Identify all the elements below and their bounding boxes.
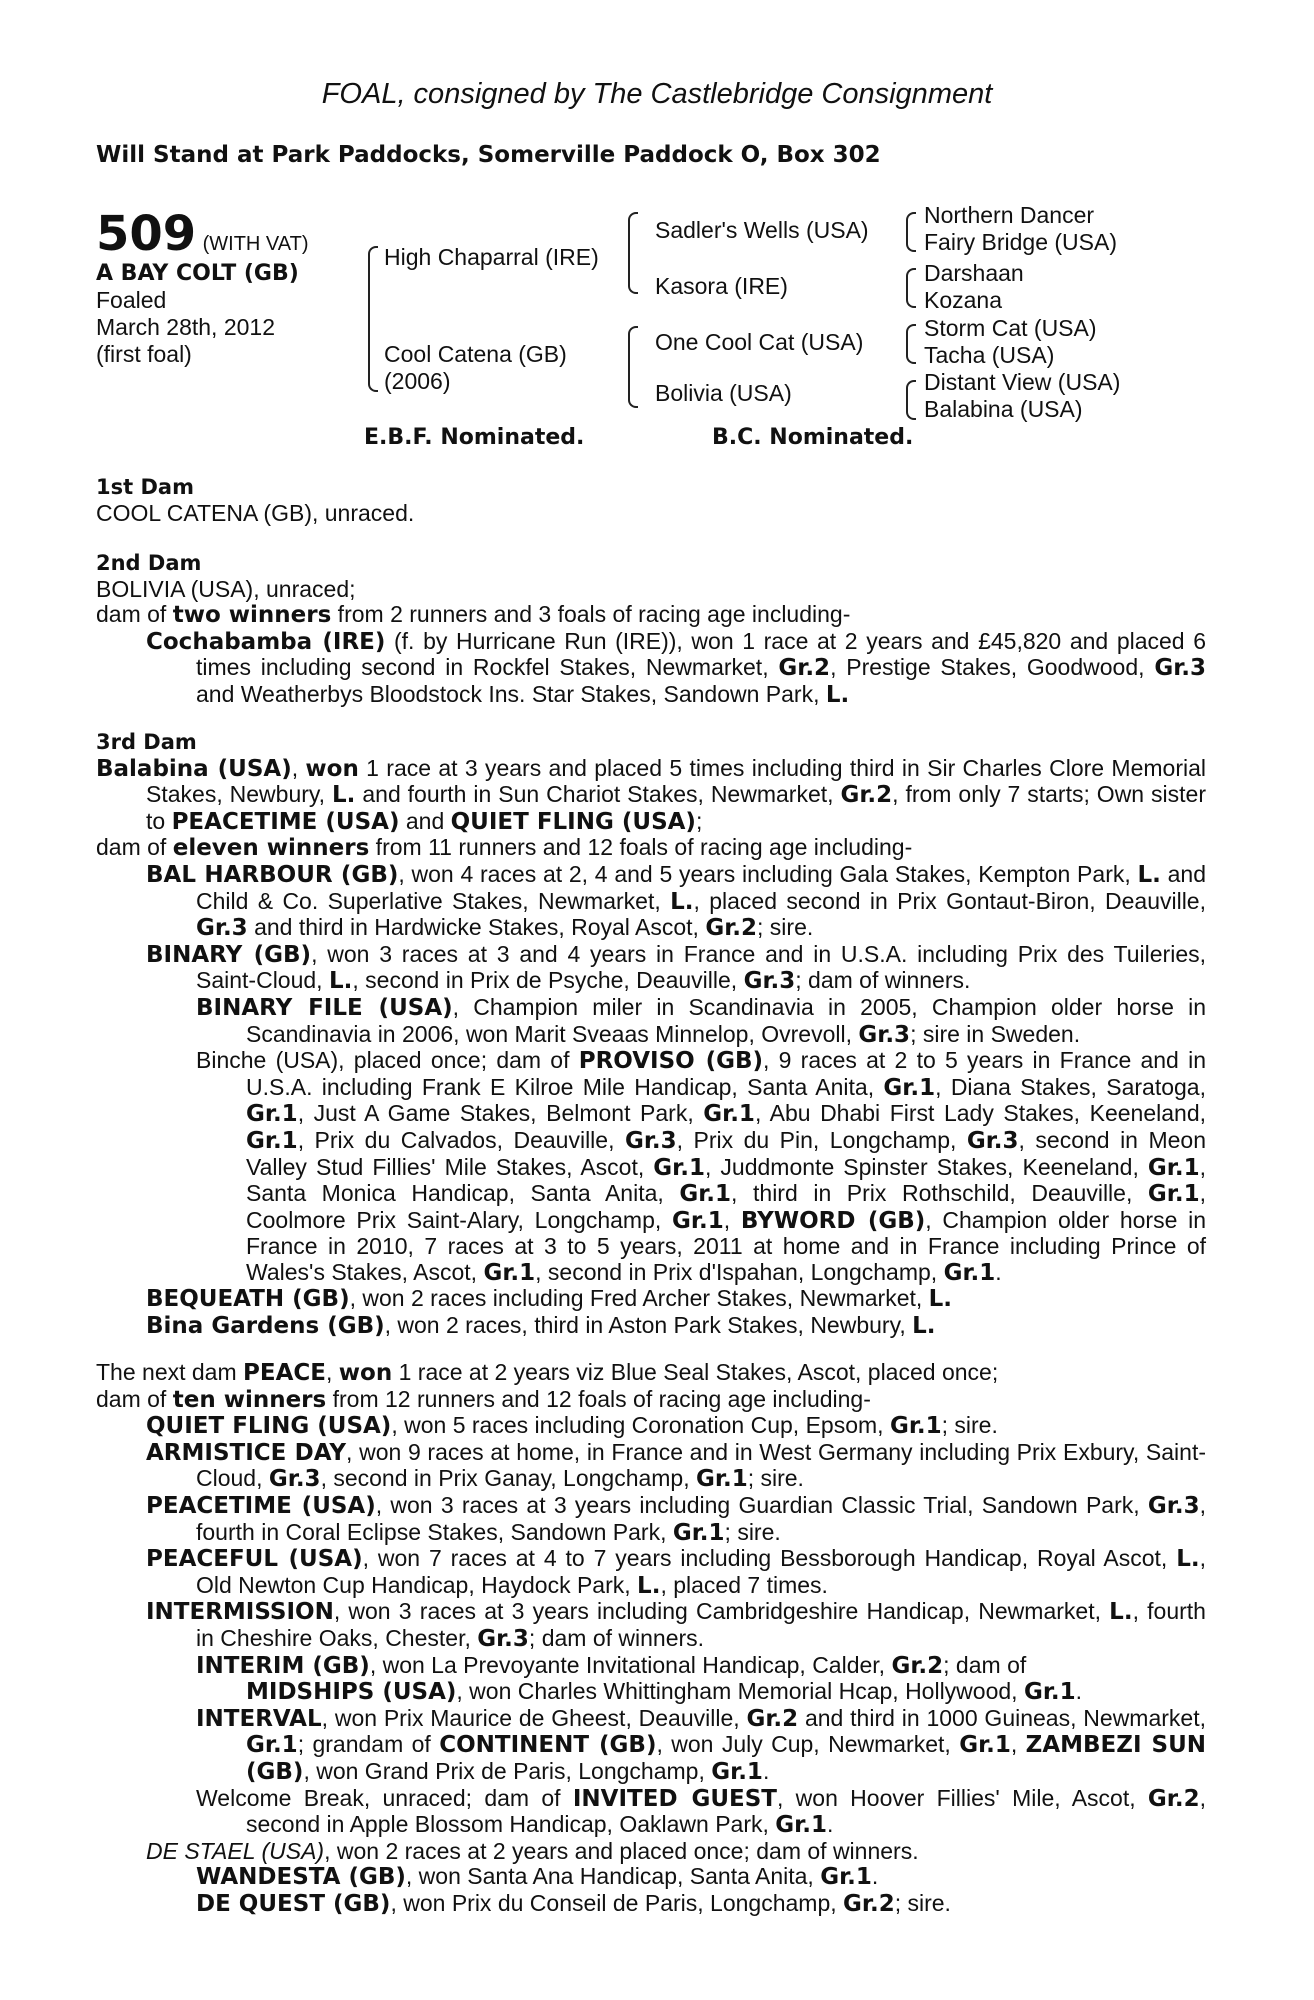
progeny-entry: Bina Gardens (GB), won 2 races, third in Aston Park Stakes, Newbury, L. [146, 1312, 936, 1340]
great-grandparent-5: Storm Cat (USA) [924, 315, 1097, 341]
next-dam-line: The next dam PEACE, won 1 race at 2 years viz Blue Seal Stakes, Ascot, placed once; [96, 1359, 999, 1386]
first-dam-heading: 1st Dam [96, 475, 194, 499]
great-grandparent-6: Tacha (USA) [924, 342, 1055, 368]
lot-info [96, 208, 356, 368]
page-title: FOAL, consigned by The Castlebridge Consignment [321, 78, 993, 110]
sire: High Chaparral (IRE) [384, 244, 599, 270]
second-dam-line: BOLIVIA (USA), unraced; [96, 575, 356, 602]
progeny-entry: Welcome Break, unraced; dam of INVITED GUEST, won Hoover Fillies' Mile, Ascot, Gr.2, second in Apple Blossom Handicap, Oaklawn Park, Gr.1. [196, 1784, 1206, 1839]
progeny-entry: BEQUEATH (GB), won 2 races including Fred Archer Stakes, Newmarket, L. [146, 1285, 953, 1313]
next-dam-section [96, 1360, 1206, 1917]
stand-location: Will Stand at Park Paddocks, Somerville Paddock O, Box 302 [96, 142, 881, 168]
progeny-entry: INTERIM (GB), won La Prevoyante Invitational Handicap, Calder, Gr.2; dam of [196, 1651, 1027, 1679]
pedigree-brace [906, 380, 916, 420]
progeny-entry: PEACEFUL (USA), won 7 races at 4 to 7 years including Bessborough Handicap, Royal Ascot, L., Old Newton Cup Handicap, Haydock Park, L., placed 7 times. [146, 1545, 1206, 1599]
third-dam-line: Balabina (USA), won 1 race at 3 years and placed 5 times including third in Sir Charles Clore Memorial Stakes, Newbury, L. and fourth in Sun Chariot Stakes, Newmarket, Gr.2, from only 7 starts; Own sister to PEACETIME (USA) and QUIET FLING (USA); [96, 754, 1206, 835]
second-dam-produce: dam of two winners from 2 runners and 3 foals of racing age including- [96, 601, 851, 629]
granddam-2: Bolivia (USA) [655, 380, 792, 406]
dam-name: Cool Catena (GB) [384, 341, 567, 367]
progeny-entry: MIDSHIPS (USA), won Charles Whittingham Memorial Hcap, Hollywood, Gr.1. [246, 1678, 1083, 1706]
progeny-entry: Binche (USA), placed once; dam of PROVISO (GB), 9 races at 2 to 5 years in France and in U.S.A. including Frank E Kilroe Mile Handicap, Santa Anita, Gr.1, Diana Stakes, Saratoga, Gr.1, Just A Game Stakes, Belmont Park, Gr.1, Abu Dhabi First Lady Stakes, Keeneland, Gr.1, Prix du Calvados, Deauville, Gr.3, Prix du Pin, Longchamp, Gr.3, second in Meon Valley Stud Fillies' Mile Stakes, Ascot, Gr.1, Juddmonte Spinster Stakes, Keeneland, Gr.1, Santa Monica Handicap, Santa Anita, Gr.1, third in Prix Rothschild, Deauville, Gr.1, Coolmore Prix Saint-Alary, Longchamp, Gr.1, BYWORD (GB), Champion older horse in France in 2010, 7 races at 3 to 5 years, 2011 at home and in France including Prince of Wales's Stakes, Ascot, Gr.1, second in Prix d'Ispahan, Longchamp, Gr.1. [196, 1047, 1207, 1286]
pedigree-brace [906, 324, 916, 364]
pedigree-brace [628, 212, 638, 294]
great-grandparent-4: Kozana [924, 287, 1003, 313]
progeny-entry: DE QUEST (GB), won Prix du Conseil de Paris, Longchamp, Gr.2; sire. [196, 1889, 951, 1917]
pedigree-brace [368, 246, 378, 392]
progeny-entry: Cochabamba (IRE) (f. by Hurricane Run (IRE)), won 1 race at 2 years and £45,820 and placed 6 times including second in Rockfel Stakes, Newmarket, Gr.2, Prestige Stakes, Goodwood, Gr.3 and Weatherbys Bloodstock Ins. Star Stakes, Sandown Park, L. [146, 627, 1206, 708]
first-dam-text: COOL CATENA (GB), unraced. [96, 499, 415, 526]
grandsire-2: One Cool Cat (USA) [655, 329, 864, 355]
pedigree-brace [628, 326, 638, 408]
third-dam-produce: dam of eleven winners from 11 runners and 12 foals of racing age including- [96, 834, 913, 862]
lot-number: 509 [96, 206, 197, 262]
third-dam-section [96, 730, 1206, 1340]
great-grandparent-8: Balabina (USA) [924, 396, 1083, 422]
foaled-date: March 28th, 2012 [96, 314, 276, 340]
pedigree-brace [906, 212, 916, 252]
foaled-label: Foaled [96, 287, 167, 313]
bc-nomination: B.C. Nominated. [712, 425, 914, 450]
progeny-entry: ARMISTICE DAY, won 9 races at home, in France and in West Germany including Prix Exbury, Saint-Cloud, Gr.3, second in Prix Ganay, Longchamp, Gr.1; sire. [146, 1438, 1207, 1493]
progeny-entry: QUIET FLING (USA), won 5 races including Coronation Cup, Epsom, Gr.1; sire. [146, 1412, 998, 1440]
progeny-entry: PEACETIME (USA), won 3 races at 3 years including Guardian Classic Trial, Sandown Park, Gr.3, fourth in Coral Eclipse Stakes, Sandown Park, Gr.1; sire. [146, 1491, 1206, 1546]
progeny-entry: BINARY (GB), won 3 races at 3 and 4 years in France and in U.S.A. including Prix des Tuileries, Saint-Cloud, L., second in Prix de Psyche, Deauville, Gr.3; dam of winners. [146, 940, 1206, 995]
second-dam-section [96, 551, 1206, 709]
great-grandparent-7: Distant View (USA) [924, 369, 1121, 395]
progeny-entry: INTERMISSION, won 3 races at 3 years including Cambridgeshire Handicap, Newmarket, L., fourth in Cheshire Oaks, Chester, Gr.3; dam of winners. [146, 1598, 1206, 1652]
second-dam-heading: 2nd Dam [96, 551, 202, 575]
great-grandparent-1: Northern Dancer [924, 202, 1095, 228]
great-grandparent-3: Darshaan [924, 260, 1024, 286]
next-dam-produce: dam of ten winners from 12 runners and 12 foals of racing age including- [96, 1385, 871, 1413]
progeny-entry: BINARY FILE (USA), Champion miler in Scandinavia in 2005, Champion older horse in Scandinavia in 2006, won Marit Sveaas Minnelop, Ovrevoll, Gr.3; sire in Sweden. [196, 993, 1206, 1048]
progeny-entry: BAL HARBOUR (GB), won 4 races at 2, 4 and 5 years including Gala Stakes, Kempton Park, L. and Child & Co. Superlative Stakes, Newmarket, L., placed second in Prix Gontaut-Biron, Deauville, Gr.3 and third in Hardwicke Stakes, Royal Ascot, Gr.2; sire. [146, 860, 1207, 942]
pedigree-brace [906, 268, 916, 308]
granddam-1: Kasora (IRE) [655, 273, 788, 299]
ebf-nomination: E.B.F. Nominated. [364, 425, 585, 450]
grandsire-1: Sadler's Wells (USA) [655, 217, 869, 243]
third-dam-heading: 3rd Dam [96, 730, 197, 754]
first-dam-section [96, 475, 1206, 526]
foal-note: (first foal) [96, 341, 192, 367]
dam-year: (2006) [384, 368, 451, 394]
progeny-entry: WANDESTA (GB), won Santa Ana Handicap, Santa Anita, Gr.1. [196, 1863, 879, 1891]
vat-label: (WITH VAT) [202, 233, 309, 255]
progeny-entry: DE STAEL (USA), won 2 races at 2 years and placed once; dam of winners. [146, 1837, 919, 1864]
great-grandparent-2: Fairy Bridge (USA) [924, 229, 1117, 255]
lot-name: A BAY COLT (GB) [96, 261, 299, 286]
progeny-entry: INTERVAL, won Prix Maurice de Gheest, Deauville, Gr.2 and third in 1000 Guineas, Newmarket, Gr.1; grandam of CONTINENT (GB), won July Cup, Newmarket, Gr.1, ZAMBEZI SUN (GB), won Grand Prix de Paris, Longchamp, Gr.1. [196, 1704, 1206, 1785]
